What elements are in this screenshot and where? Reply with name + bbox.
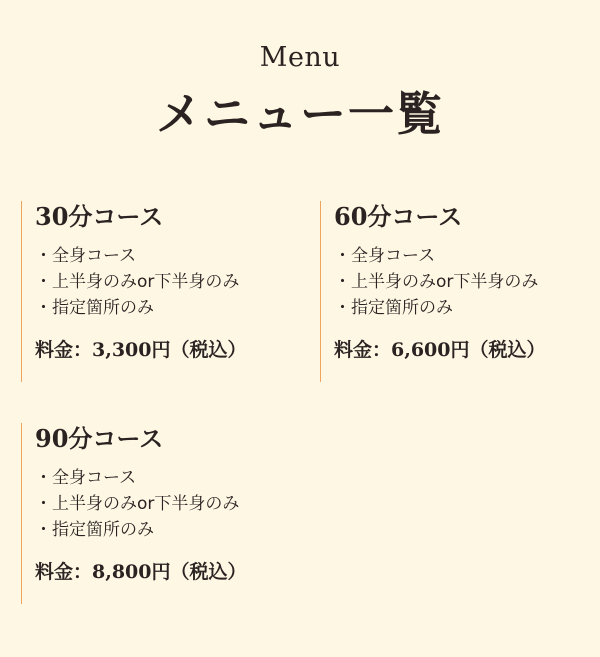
course-title: 90分コース — [35, 424, 164, 453]
course-price: 料金：6,600円（税込） — [334, 339, 546, 361]
course-card-60 — [320, 201, 590, 382]
course-price: 料金：3,300円（税込） — [35, 339, 247, 361]
course-feature: ・ 指定箇所のみ — [35, 517, 289, 543]
course-card-90 — [21, 423, 289, 604]
course-title: 60分コース — [334, 202, 463, 231]
course-feature-list — [334, 243, 590, 321]
course-feature: ・ 指定箇所のみ — [334, 295, 590, 321]
course-card-30 — [21, 201, 289, 382]
menu-header — [0, 38, 600, 144]
menu-title: メニュー一覧 — [156, 87, 444, 141]
course-feature: ・ 全身コース — [35, 243, 289, 269]
course-feature-list — [35, 243, 289, 321]
course-feature: ・ 上半身のみor下半身のみ — [334, 269, 590, 295]
course-feature: ・ 上半身のみor下半身のみ — [35, 269, 289, 295]
course-price: 料金：8,800円（税込） — [35, 561, 247, 583]
course-feature: ・ 指定箇所のみ — [35, 295, 289, 321]
course-feature: ・ 上半身のみor下半身のみ — [35, 491, 289, 517]
course-feature: ・ 全身コース — [35, 465, 289, 491]
menu-subtitle: Menu — [259, 42, 341, 73]
course-feature-list — [35, 465, 289, 543]
course-feature: ・ 全身コース — [334, 243, 590, 269]
course-title: 30分コース — [35, 202, 164, 231]
